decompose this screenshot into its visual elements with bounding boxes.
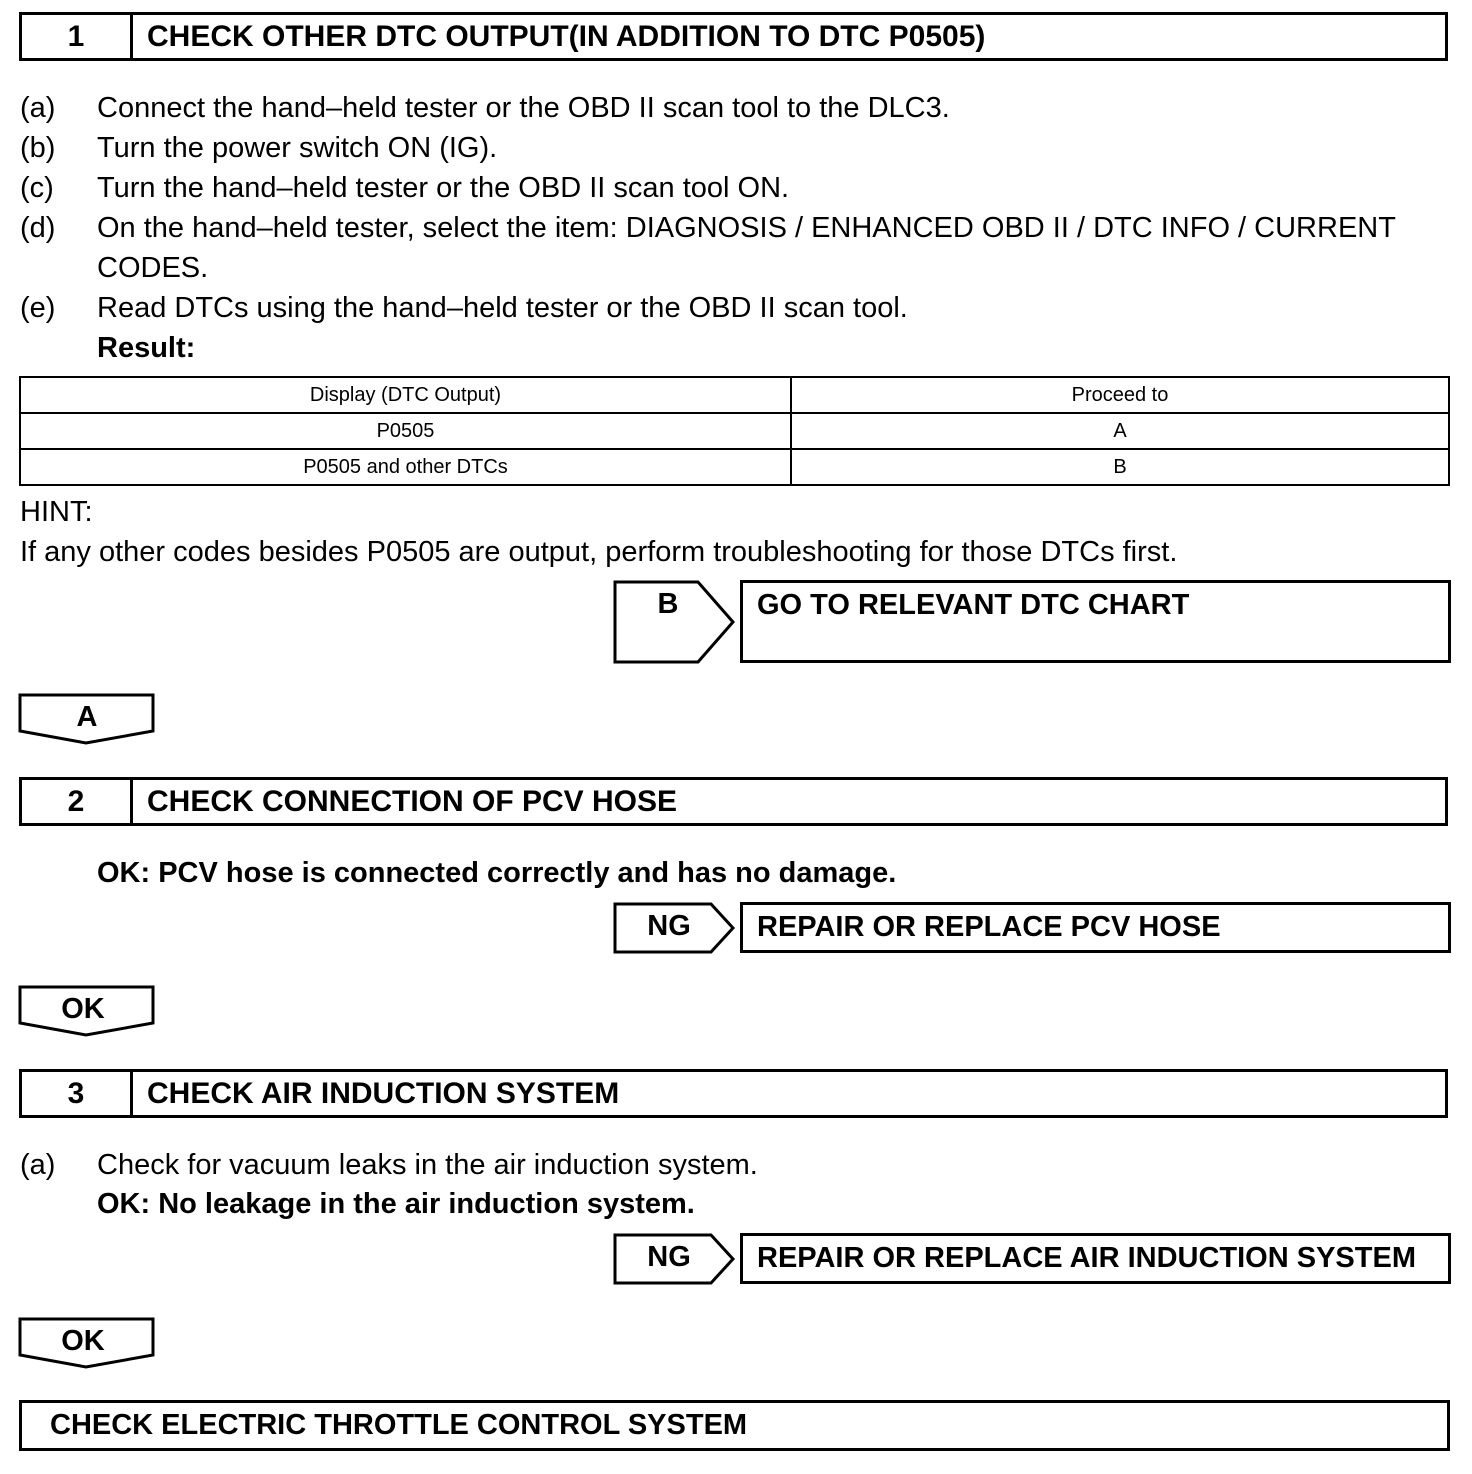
continue-label: OK [61, 1325, 105, 1357]
item-label: (b) [20, 132, 56, 164]
result-label: Result: [97, 332, 196, 364]
step-title: CHECK AIR INDUCTION SYSTEM [147, 1076, 620, 1110]
table-row [20, 413, 1449, 449]
ok-criteria: OK: PCV hose is connected correctly and has no damage. [97, 857, 897, 889]
table-cell: P0505 [20, 413, 791, 449]
column-header: Proceed to [791, 377, 1449, 413]
action-box [740, 1233, 1451, 1284]
item-text: Turn the hand–held tester or the OBD II scan tool ON. [97, 172, 790, 204]
item-label: (e) [20, 292, 56, 324]
step-number: 2 [22, 780, 133, 823]
item-text: Turn the power switch ON (IG). [97, 132, 498, 164]
table-cell: A [791, 413, 1449, 449]
branch-label: B [657, 588, 679, 620]
result-table [19, 376, 1450, 486]
step-title: CHECK CONNECTION OF PCV HOSE [147, 784, 678, 818]
step-1-header [19, 12, 1448, 61]
item-text: Read DTCs using the hand–held tester or the OBD II scan tool. [97, 292, 908, 324]
action-box [740, 902, 1451, 953]
step-title: CHECK OTHER DTC OUTPUT(IN ADDITION TO DTC P0505) [147, 19, 986, 53]
item-label: (d) [20, 212, 56, 244]
action-text: REPAIR OR REPLACE AIR INDUCTION SYSTEM [757, 1242, 1416, 1274]
ok-criteria: OK: No leakage in the air induction system. [97, 1188, 695, 1220]
action-box [740, 580, 1451, 663]
hint-label: HINT: [20, 496, 93, 528]
table-cell: B [791, 449, 1449, 485]
item-text: Connect the hand–held tester or the OBD II scan tool to the DLC3. [97, 92, 950, 124]
step-2-header [19, 777, 1448, 826]
table-header-row [20, 377, 1449, 413]
branch-label: NG [647, 910, 691, 942]
column-header: Display (DTC Output) [20, 377, 791, 413]
item-label: (a) [20, 92, 56, 124]
continue-label: OK [61, 993, 105, 1025]
item-text: On the hand–held tester, select the item: DIAGNOSIS / ENHANCED OBD II / DTC INFO / CURRENT [97, 212, 1396, 244]
table-cell: P0505 and other DTCs [20, 449, 791, 485]
final-action-text: CHECK ELECTRIC THROTTLE CONTROL SYSTEM [50, 1409, 748, 1441]
action-text: GO TO RELEVANT DTC CHART [757, 589, 1190, 621]
action-text: REPAIR OR REPLACE PCV HOSE [757, 911, 1221, 943]
hint-text: If any other codes besides P0505 are output, perform troubleshooting for those DTCs first. [20, 536, 1178, 568]
step-number: 3 [22, 1072, 133, 1115]
item-text: Check for vacuum leaks in the air induction system. [97, 1149, 758, 1181]
final-action-box [19, 1400, 1450, 1451]
item-text: CODES. [97, 252, 209, 284]
step-3-header [19, 1069, 1448, 1118]
item-label: (c) [20, 172, 54, 204]
continue-label: A [76, 701, 98, 733]
table-row [20, 449, 1449, 485]
item-label: (a) [20, 1149, 56, 1181]
step-number: 1 [22, 15, 133, 58]
branch-label: NG [647, 1241, 691, 1273]
